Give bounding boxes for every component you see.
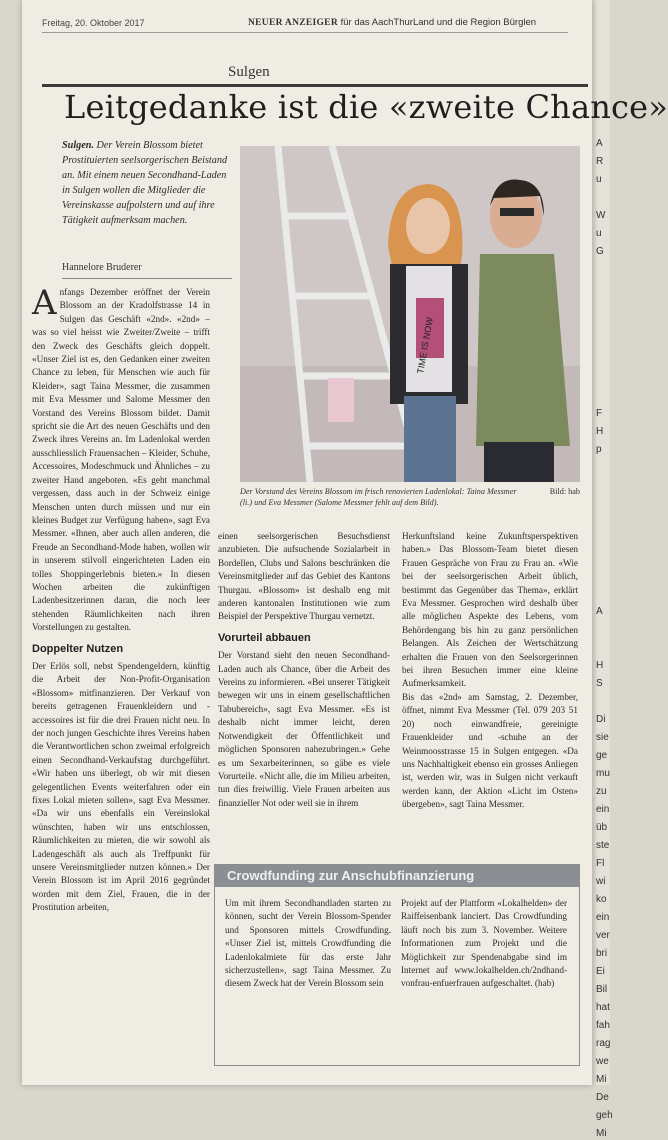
col2-paragraph-2: Der Vorstand sieht den neuen Secondhand-Laden auch als Chance, über die Arbeit des Vereins zu informieren. «Bei unserer Tätigkeit bewegen wir uns in einem gesellschaftlichen Tabubereich», sagt Eva Messmer. «Es ist deshalb nicht immer leicht, deren Notwendigkeit der Öffentlichkeit und möglichen Sponsoren nahezubringen.» Gehe es um Sexarbeiterinnen, so gäbe es viele Vorurteile. «Nicht alle, die im Milieu arbeiten, tun dies freiwillig. Viele Frauen arbeiten aus finanzieller Not oder weil sie in ihrem [218,650,390,808]
adjacent-page-fragment [596,336,610,348]
crowdfunding-left-text: Um mit ihrem Secondhandladen starten zu können, sucht der Verein Blossom-Spender und Sponsoren mittels Crowdfunding. «Unser Ziel ist, mittels Crowdfunding die Ladenlokalmiete für das erste Jahr sicherzustellen», sagt Taina Messmer. Zu diesem Zweck hat der Verein Blossom sein [225,898,391,989]
adjacent-page-fragment: A [596,138,603,149]
article-photo [240,146,580,482]
lead-place: Sulgen. [62,140,94,151]
adjacent-page-fragment: F [596,408,603,419]
col1-paragraph-2: Der Erlös soll, nebst Spendengeldern, künftig die Arbeit der Non-Profit-Organisation «Blossom» mitfinanzieren. Der Verkauf von bereits getragenen Frauenkleidern und -accessoires ist für die drei Frauen nicht neu. In der noch jungen Geschichte ihres Vereins haben die Verantwortlichen schon zweimal erfolgreich einen Secondhand-Verkaufstag durchgeführt. «Wir haben uns überlegt, ob wir mit diesen gelegentlichen Events weiterfahren oder ein fixes Lokal mieten sollen», sagt Eva Messmer. «Da wir uns ebenfalls ein Vereinslokal wünschten, haben wir uns entschlossen, Räumlichkeiten zu mieten, die wir sowohl als Ladengeschäft als auch als Treffpunkt für unsere Vereinsmitglieder nutzen können.» Der Verein Blossom ist im April 2016 gegründet worden mit dem Ziel, Frauen, die in der Prostitution arbeiten, [32,660,210,913]
col1-paragraph-1 [32,283,210,635]
adjacent-page-fragment [596,552,610,564]
adjacent-page-fragment: S [596,678,603,689]
adjacent-page-fragment: H [596,426,604,437]
adjacent-page-fragment [596,570,610,582]
adjacent-page-fragment [596,498,610,510]
paper-subtitle: für das AachThurLand und die Region Bürglen [340,17,537,28]
adjacent-page-fragment: Di [596,714,606,725]
adjacent-page-fragment [596,300,610,312]
masthead [42,14,568,33]
adjacent-page-fragment [596,534,610,546]
adjacent-page-fragment: R [596,156,604,167]
adjacent-page-fragment [596,318,610,330]
adjacent-page-fragment: rag [596,1038,611,1049]
adjacent-page-fragment: sie [596,732,609,743]
crowdfunding-title: Crowdfunding zur Anschubfinanzierung [215,865,579,887]
adjacent-page-fragment [596,282,610,294]
adjacent-page-fragment: Mi [596,1128,607,1139]
adjacent-page-fragment: ko [596,894,607,905]
adjacent-page-fragment: ver [596,930,610,941]
adjacent-page-fragment [596,642,610,654]
adjacent-page-fragment: ein [596,912,610,923]
paper-name: NEUER ANZEIGER [248,18,338,28]
adjacent-page-fragment: ein [596,804,610,815]
adjacent-page-fragment: hat [596,1002,610,1013]
adjacent-page-fragment: fah [596,1020,610,1031]
photo-illustration [240,146,580,482]
photo-credit: Bild: hab [549,487,580,496]
column-3 [402,530,578,812]
adjacent-page-fragment [596,372,610,384]
section-rule [42,84,588,87]
adjacent-page-fragment: Ei [596,966,605,977]
adjacent-page-fragment [596,354,610,366]
adjacent-page-fragment [596,696,610,708]
adjacent-page-fragment: üb [596,822,608,833]
adjacent-page-fragment: G [596,246,604,257]
adjacent-page-fragment: mu [596,768,610,779]
adjacent-page-fragment [596,390,610,402]
adjacent-page-fragment: u [596,228,602,239]
adjacent-page-fragment: A [596,606,603,617]
adjacent-page-fragment [596,480,610,492]
issue-date: Freitag, 20. Oktober 2017 [42,18,145,28]
column-1 [32,283,210,915]
col2-paragraph-1: einen seelsorgerischen Besuchsdienst anzubieten. Die aufsuchende Sozialarbeit in Bordellen, Clubs und Salons beschränken die Vereinsmitglieder auf das Gebiet des Kantons Thurgau. «Blossom» ist deshalb eng mit anderen kantonalen Institutionen wie zum Beispiel der Perspektive Thurgau vernetzt. [218,531,390,622]
caption-text: Der Vorstand des Vereins Blossom im frisch renovierten Ladenlokal: Taina Messmer (li.) und Eva Messmer (Salome Messmer fehlt auf dem Bild). [240,487,517,507]
section-title: Sulgen [228,64,270,80]
adjacent-page-fragment [596,588,610,600]
headline: Leitgedanke ist die «zweite Chance» [64,88,668,126]
drop-cap: A [32,283,57,323]
col1-paragraph-1-text: nfangs Dezember eröffnet der Verein Blossom an der Kradolfstrasse 14 in Sulgen das Geschäft «2nd». «2nd» – was so viel heisst wie Zweiter/Zweite – trifft den Zweck des Geschäfts gleich doppelt. «Unser Ziel ist es, den Gedanken einer zweiten Chance zu leben, für Menschen wie auch für Kleider», sagt Taina Messmer, die zusammen mit Eva Messmer und Salome Messmer den Vorstand des Vereins Blossom bildet. Damit spricht sie die Art des neuen Geschäfts und den Zweck ihres Vereins an. Im Ladenlokal werden ausschliesslich Frauensachen – Kleider, Schuhe, Accessoires, Modeschmuck und Ähnliches – zu zweiter Hand angeboten. «Es geht manchmal vergessen, dass auch in der Schweiz einige Menschen unten durch müssen und nur ein kleines Budget zur Verfügung haben», sagt Eva Messmer. «Ihnen, aber auch allen anderen, die Freude an Secondhand-Mode haben, wollen wir in unserem stilvoll eingerichteten Laden ein tolles Shoppingerlebnis bieten.» In diesen Wochen arbeiten die zukünftigen Ladenbesitzerinnen daran, die noch leer stehenden Räumlichkeiten nach ihren Vorstellungen zu gestalten. [32,287,210,633]
adjacent-page-fragment: Fl [596,858,605,869]
adjacent-page-fragment: ste [596,840,610,851]
pink-cloth [328,378,354,422]
adjacent-page-edge [596,0,613,1139]
paper-title [248,17,536,28]
adjacent-page-fragment: u [596,174,602,185]
adjacent-page-fragment: Mi [596,1074,607,1085]
adjacent-page-fragment: wi [596,876,606,887]
adjacent-page-fragment [596,192,610,204]
adjacent-page-fragment: Bil [596,984,608,995]
adjacent-page-fragment: W [596,210,606,221]
adjacent-page-fragment [596,624,610,636]
adjacent-page-fragment [596,462,610,474]
adjacent-page-fragment: we [596,1056,609,1067]
column-2 [218,530,390,810]
adjacent-page-fragment [596,516,610,528]
adjacent-page-fragment: p [596,444,602,455]
subhead-doppelter-nutzen: Doppelter Nutzen [32,642,124,655]
lead-text: Der Verein Blossom bietet Prostituierten seelsorgerischen Beistand an. Mit einem neuen Secondhand-Laden in Sulgen wollen die Mitglieder die Vereinskasse aufpolstern und auf ihre Tätigkeit aufmerksam machen. [62,140,228,226]
lead-paragraph [62,138,232,228]
col3-paragraph-1: Herkunftsland keine Zukunftsperspektiven haben.» Das Blossom-Team bietet diesen Frauen Gespräche von Frau zu Frau an. «Wie bei der seelsorgerischen Arbeit üblich, bestimmt das Gegenüber das Thema», erklärt Eva Messmer. Gesprochen wird deshalb über alle möglichen Aspekte des Lebens, vom Behördengang bis hin zu ganz persönlichen Belangen. Als Zeichen der Wertschätzung erhalten die Frauen von den Seelsorgerinnen bei ihren Besuchen immer eine kleine Aufmerksamkeit. [402,531,578,689]
adjacent-page-fragment: bri [596,948,608,959]
crowdfunding-box [214,864,580,1066]
adjacent-page-fragment: H [596,660,604,671]
author-byline: Hannelore Bruderer [62,262,142,273]
adjacent-page-fragment: zu [596,786,607,797]
photo-caption [240,486,580,508]
byline-rule [62,278,232,279]
col3-paragraph-2: Bis das «2nd» am Samstag, 2. Dezember, öffnet, nimmt Eva Messmer (Tel. 079 203 51 20) noch einwandfreie, gereinigte Frauenkleider und -schuhe an der Weinmoosstrasse 15 in Sulgen entgegen. «Da uns Nachhaltigkeit ebenso ein grosses Anliegen ist, werden wir, was in Sulgen nicht verkauft werden kann, der Aktion «Licht im Osten» übergeben», sagt Taina Messmer. [402,691,578,810]
subhead-vorurteil-abbauen: Vorurteil abbauen [218,631,311,644]
adjacent-page-fragment: geh [596,1110,613,1121]
shirt-print: TIME IS NOW [415,316,435,375]
adjacent-page-fragment: ge [596,750,608,761]
adjacent-page-fragment: De [596,1092,609,1103]
adjacent-page-fragment [596,264,610,276]
crowdfunding-right-text: Projekt auf der Plattform «Lokalhelden» der Raiffeisenbank lanciert. Das Crowdfunding läuft noch bis zum 3. November. Weitere Informationen zum Projekt und die Möglichkeit zur Spendenabgabe sind im Internet auf www.lokalhelden.ch/2ndhand-vonfrau-enfuerfrauen aufgeschaltet. (hab) [401,898,567,989]
